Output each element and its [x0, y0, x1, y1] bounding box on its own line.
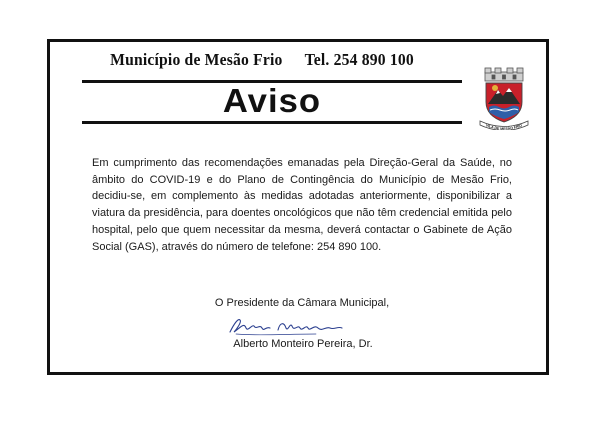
- signature-intro: O Presidente da Câmara Municipal,: [214, 297, 390, 309]
- notice-body: Em cumprimento das recomendações emanadas pela Direção-Geral da Saúde, no âmbito do COVID-19 e do Plano de Contingência do Município de Mesão Frio, decidiu-se, em complemento às medidas adotadas anteriormente, disponibilizar a viatura da presidência, para doentes oncológicos que não têm credencial emitida pelo hospital, pelo que quem necessitar da mesma, deverá contactar o Gabinete de Ação Social (GAS), através do número de telefone: 254 890 100.: [92, 157, 512, 253]
- handwritten-signature: [226, 314, 356, 338]
- municipal-crest-icon: [474, 66, 534, 130]
- header-line: [96, 50, 427, 70]
- mural-crown: [485, 68, 523, 81]
- crest-motto: VILA DE MESÃO FRIO: [485, 123, 523, 130]
- municipality-name: Município de Mesão Frio: [110, 50, 283, 69]
- signatory-name: Alberto Monteiro Pereira, Dr.: [233, 338, 373, 350]
- notice-title: Aviso: [222, 82, 322, 119]
- phone-number: Tel. 254 890 100: [304, 50, 414, 69]
